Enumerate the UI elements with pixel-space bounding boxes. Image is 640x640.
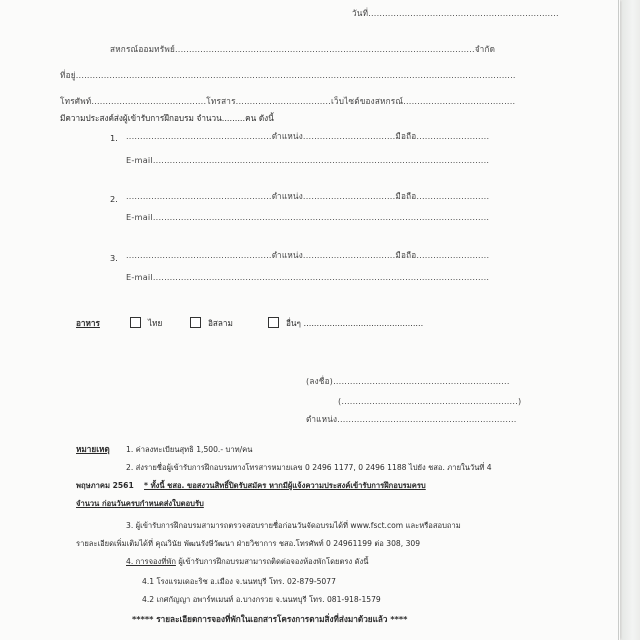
participant-2-email-line: E-mail........................................................................................................................ (126, 212, 490, 222)
note-4-heading: 4. การจองที่พัก (126, 557, 176, 566)
page-edge (618, 0, 619, 640)
coop-name-line: สหกรณ์ออมทรัพย์...........................................................................................................จำกัด (110, 44, 496, 54)
food-other-label: อื่นๆ .............................................. (286, 318, 424, 328)
participant-1-name-line: ....................................................ตำแหน่ง.................................มือถือ.......................... (126, 131, 490, 141)
food-other-checkbox[interactable] (268, 317, 279, 328)
note-1: 1. ค่าลงทะเบียนสุทธิ 1,500.- บาท/คน (126, 445, 253, 454)
signature-line: (ลงชื่อ)............................................................... (306, 376, 510, 386)
participant-3-email-line: E-mail........................................................................................................................ (126, 272, 490, 282)
signature-position-line: ตำแหน่ง................................................................ (306, 414, 517, 424)
food-thai-label: ไทย (148, 318, 163, 328)
underlying-page (622, 0, 640, 640)
food-islam-label: อิสลาม (208, 318, 233, 328)
note-3-line-2: รายละเอียดเพิ่มเติมได้ที่ คุณวินัย พัฒนรังษีวัฒนา ฝ่ายวิชาการ ชสอ.โทรศัพท์ 0 24961199 ต่อ 308, 309 (76, 539, 421, 548)
participant-3-number: 3. (110, 253, 118, 263)
date-line: วันที่.................................................................... (352, 8, 559, 18)
participant-2-name-line: ....................................................ตำแหน่ง.................................มือถือ.......................... (126, 191, 490, 201)
food-thai-checkbox[interactable] (130, 317, 141, 328)
note-3-line-1: 3. ผู้เข้ารับการฝึกอบรมสามารถตรวจสอบรายชื่อก่อนวันจัดอบรมได้ที่ www.fsct.com และหรือสอบถาม (126, 521, 461, 530)
participant-1-number: 1. (110, 133, 118, 143)
note-2-warning-cont: จำนวน ก่อนวันครบกำหนดส่งใบตอบรับ (76, 499, 204, 508)
hotel-2: 4.2 เกศกัญญา อพาร์ทเมนท์ อ.บางกรวย จ.นนทบุรี โทร. 081-918-1579 (142, 595, 381, 604)
hotel-1: 4.1 โรงแรมเดอะริช อ.เมือง จ.นนทบุรี โทร. 02-879-5077 (142, 577, 336, 586)
contact-line: โทรศัพท์.........................................โทรสาร..................................เว็บไซต์ของสหกรณ์........................................ (60, 96, 516, 106)
signature-name-line: (...............................................................) (338, 396, 522, 406)
food-label: อาหาร (76, 318, 100, 328)
intent-line: มีความประสงค์ส่งผู้เข้ารับการฝึกอบรม จำนวน.........คน ดังนี้ (60, 113, 274, 123)
note-2-line-1: 2. ส่งรายชื่อผู้เข้ารับการฝึกอบรมทางโทรสารหมายเลข 0 2496 1177, 0 2496 1188 ไปยัง ชสอ. ภายในวันที่ 4 (126, 463, 492, 472)
participant-1-email-line: E-mail........................................................................................................................ (126, 155, 490, 165)
address-line: ที่อยู่............................................................................................................................................................. (60, 70, 516, 80)
participant-2-number: 2. (110, 194, 118, 204)
footer-note: ***** รายละเอียดการจองที่พักในเอกสารโครงการตามสิ่งที่ส่งมาด้วยแล้ว **** (132, 614, 408, 624)
participant-3-name-line: ....................................................ตำแหน่ง.................................มือถือ.......................... (126, 250, 490, 260)
note-4-text: ผู้เข้ารับการฝึกอบรมสามารถติดต่อจองห้องพักโดยตรง ดังนี้ (175, 557, 369, 566)
notes-label: หมายเหตุ (76, 444, 110, 454)
note-2-warning: * ทั้งนี้ ชสอ. ขอสงวนสิทธิ์ปิดรับสมัคร หากมีผู้แจ้งความประสงค์เข้ารับการฝึกอบรมครบ (144, 481, 426, 490)
food-islam-checkbox[interactable] (190, 317, 201, 328)
note-2-date: พฤษภาคม 2561 (76, 481, 134, 490)
